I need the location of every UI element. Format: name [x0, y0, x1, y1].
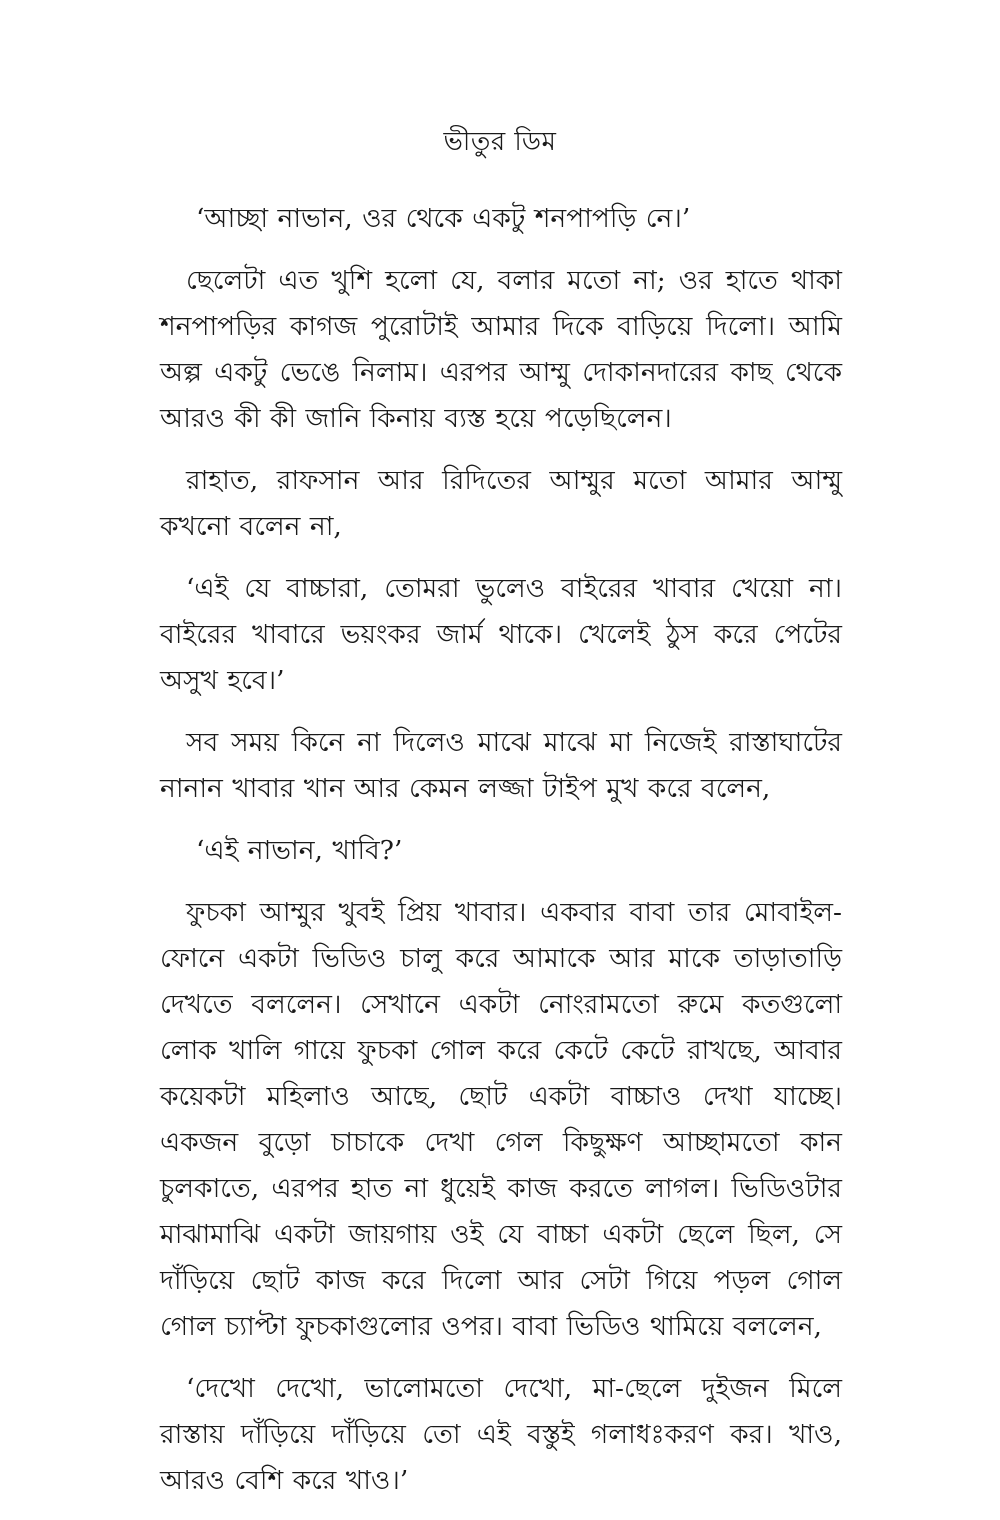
paragraph-other-moms: রাহাত, রাফসান আর রিদিতের আম্মুর মতো আমার আম্মু কখনো বলেন না, [160, 465, 842, 542]
paragraph-quote-father: ‘দেখো দেখো, ভালোমতো দেখো, মা-ছেলে দুইজন মিলে রাস্তায় দাঁড়িয়ে দাঁড়িয়ে তো এই বস্তুই গলাধঃকরণ কর। খাও, আরও বেশি করে খাও।’ [160, 1373, 842, 1496]
running-header: ভীতুর ডিম [443, 127, 557, 157]
paragraph-quote-shonpapri: ‘আচ্ছা নাভান, ওর থেকে একটু শনপাপড়ি নে।’ [196, 203, 691, 234]
page-body [160, 196, 842, 1520]
paragraph-quote-germs: ‘এই যে বাচ্চারা, তোমরা ভুলেও বাইরের খাবার খেয়ো না। বাইরের খাবারে ভয়ংকর জার্ম থাকে। খেলেই ঠুস করে পেটের অসুখ হবে।’ [160, 573, 842, 696]
paragraph-quote-khabi: ‘এই নাভান, খাবি?’ [196, 835, 403, 866]
paragraph-mom-eats-street-food: সব সময় কিনে না দিলেও মাঝে মাঝে মা নিজেই রাস্তাঘাটের নানান খাবার খান আর কেমন লজ্জা টাইপ মুখ করে বলেন, [160, 727, 842, 804]
paragraph-boy-happy: ছেলেটা এত খুশি হলো যে, বলার মতো না; ওর হাতে থাকা শনপাপড়ির কাগজ পুরোটাই আমার দিকে বাড়িয়ে দিলো। আমি অল্প একটু ভেঙে নিলাম। এরপর আম্মু দোকানদারের কাছ থেকে আরও কী কী জানি কিনায় ব্যস্ত হয়ে পড়েছিলেন। [160, 265, 842, 434]
paragraph-fuchka-video: ফুচকা আম্মুর খুবই প্রিয় খাবার। একবার বাবা তার মোবাইল-ফোনে একটা ভিডিও চালু করে আমাকে আর মাকে তাড়াতাড়ি দেখতে বললেন। সেখানে একটা নোংরামতো রুমে কতগুলো লোক খালি গায়ে ফুচকা গোল করে কেটে কেটে রাখছে, আবার কয়েকটা মহিলাও আছে, ছোট একটা বাচ্চাও দেখা যাচ্ছে। একজন বুড়ো চাচাকে দেখা গেল কিছুক্ষণ আচ্ছামতো কান চুলকাতে, এরপর হাত না ধুয়েই কাজ করতে লাগল। ভিডিওটার মাঝামাঝি একটা জায়গায় ওই যে বাচ্চা একটা ছেলে ছিল, সে দাঁড়িয়ে ছোট কাজ করে দিলো আর সেটা গিয়ে পড়ল গোল গোল চ্যাপ্টা ফুচকাগুলোর ওপর। বাবা ভিডিও থামিয়ে বললেন, [160, 897, 842, 1342]
